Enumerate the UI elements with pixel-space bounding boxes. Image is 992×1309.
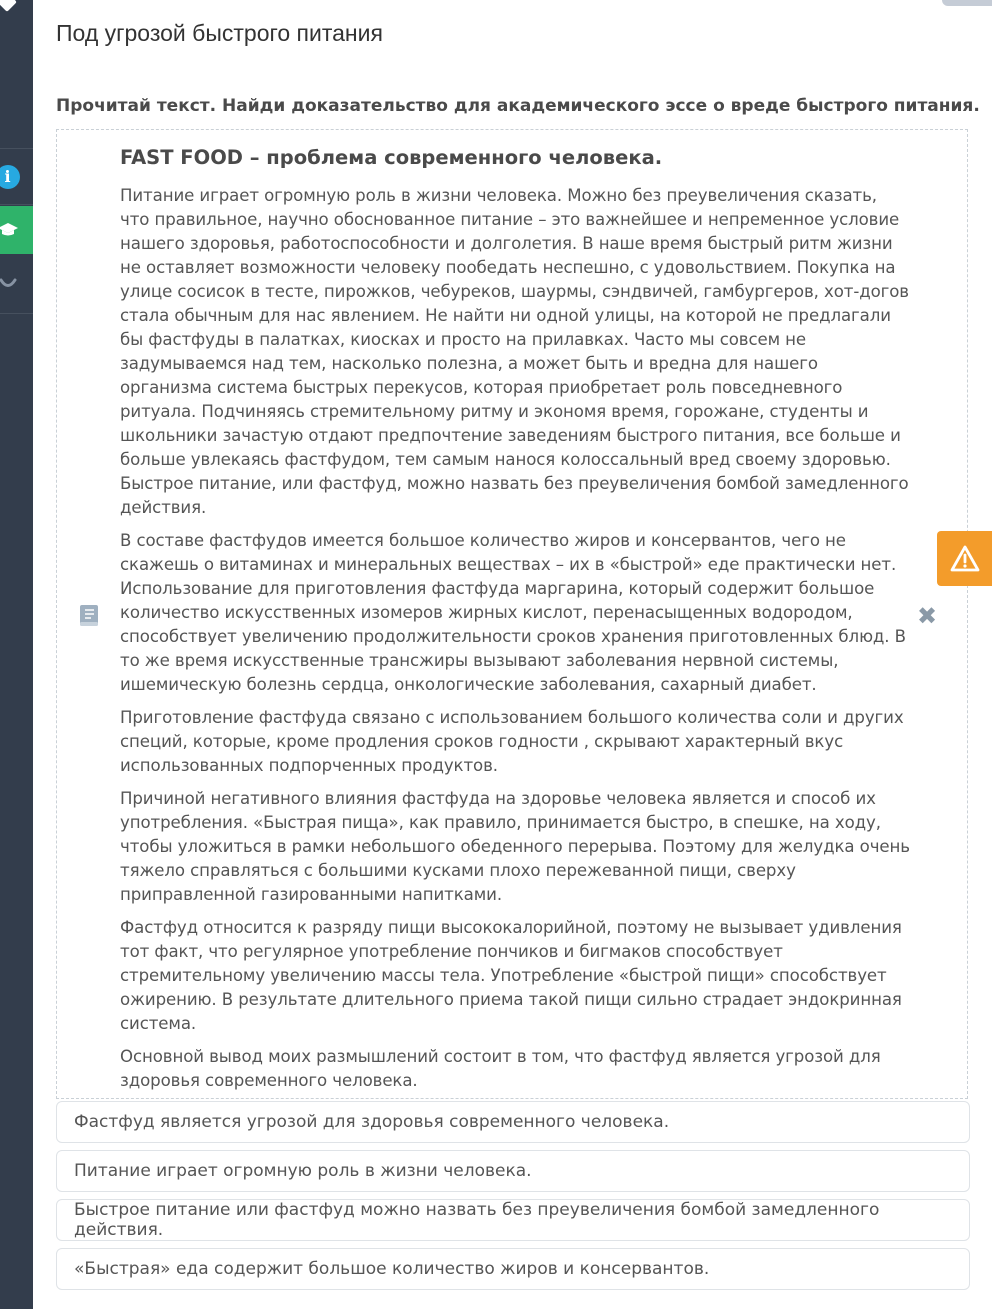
text-paragraph: Фастфуд относится к разряду пищи высококалорийной, поэтому не вызывает удивления тот факт, что регулярное употребление пончиков и бигмаков способствует стремительному увеличению массы тела. Употребление «быстрой пищи» способствует ожирению. В результате длительного приема такой пищи сильно страдает эндокринная система. bbox=[120, 918, 902, 1033]
chevron-icon bbox=[0, 277, 17, 291]
text-paragraph: Приготовление фастфуда связано с использованием большого количества соли и других специй, которые, кроме продления сроков годности , скрывают характерный вкус использованных подпорченных продуктов. bbox=[120, 708, 904, 775]
task-instruction: Прочитай текст. Найди доказательство для академического эссе о вреде быстрого питания. bbox=[56, 96, 980, 116]
text-heading: FAST FOOD – проблема современного человека. bbox=[120, 146, 663, 169]
answer-option[interactable]: Фастфуд является угрозой для здоровья современного человека. bbox=[56, 1101, 970, 1143]
answer-options bbox=[56, 1101, 970, 1297]
report-problem-button[interactable] bbox=[937, 531, 992, 586]
text-paragraph: В составе фастфудов имеется большое количество жиров и консервантов, чего не скажешь о витаминах и минеральных веществах – их в «быстрой» еде практически нет. Использование для приготовления фастфуда маргарина, который содержит большое количество искусственных изомеров жирных кислот, перенасыщенных водородом, способствует увеличению продолжительности сроков хранения приготовленных блюд. В то же время искусственные трансжиры вызывают заболевания нервной системы, ишемическую болезнь сердца, онкологические заболевания, сахарный диабет. bbox=[120, 531, 906, 694]
left-sidebar bbox=[0, 0, 33, 1309]
sidebar-collapse-button[interactable] bbox=[0, 0, 33, 16]
text-paragraph: Причиной негативного влияния фастфуда на здоровье человека является и способ их употребления. «Быстрая пища», как правило, принимается быстро, в спешке, на ходу, чтобы уложиться в рамки небольшого обеденного перерыва. Поэтому для желудка очень тяжело справляться с большими кусками плохо пережеванной пищи, сверху приправленной газированными напитками. bbox=[120, 789, 910, 904]
answer-option[interactable]: Питание играет огромную роль в жизни человека. bbox=[56, 1150, 970, 1192]
info-icon: i bbox=[0, 165, 20, 189]
collapse-icon bbox=[0, 0, 16, 12]
page-title: Под угрозой быстрого питания bbox=[56, 20, 383, 46]
sidebar-extra-button[interactable] bbox=[0, 255, 33, 314]
answer-option[interactable]: Быстрое питание или фастфуд можно назвать без преувеличения бомбой замедленного действия. bbox=[56, 1199, 970, 1241]
book-icon bbox=[76, 603, 102, 633]
warning-icon bbox=[950, 545, 980, 572]
sidebar-education-button[interactable] bbox=[0, 206, 33, 254]
top-right-tab[interactable] bbox=[942, 0, 992, 6]
text-paragraph: Питание играет огромную роль в жизни человека. Можно без преувеличения сказать, что правильное, научно обоснованное питание – это важнейшее и непременное условие нашего здоровья, работоспособности и долголетия. В наше время быстрый ритм жизни не оставляет возможности человеку пообедать неспешно, с удовольствием. Покупка на улице сосисок в тесте, пирожков, чебуреков, шаурмы, сэндвичей, гамбургеров, хот-догов стала обычным для нас явлением. Не найти ни одной улицы, на которой не предлагали бы фастфуды в палатках, киосках и просто на прилавках. Часто мы совсем не задумываемся над тем, насколько полезна, а может быть и вредна для нашего организма система быстрых перекусов, которая приобретает роль повседневного ритуала. Подчиняясь стремительному ритму и экономя время, горожане, студенты и школьники зачастую отдают предпочтение заведениям быстрого питания, все больше и больше увлекаясь фастфудом, тем самым нанося колоссальный вред своему здоровью. Быстрое питание, или фастфуд, можно назвать без преувеличения бомбой замедленного действия. bbox=[120, 186, 909, 517]
reading-text bbox=[120, 146, 910, 1102]
reading-text-panel bbox=[56, 129, 968, 1099]
sidebar-info-button[interactable] bbox=[0, 148, 33, 205]
answer-option[interactable]: «Быстрая» еда содержит большое количество жиров и консервантов. bbox=[56, 1248, 970, 1290]
text-paragraph: Основной вывод моих размышлений состоит в том, что фастфуд является угрозой для здоровья современного человека. bbox=[120, 1047, 881, 1090]
graduation-cap-icon bbox=[0, 222, 18, 238]
close-icon[interactable]: ✖ bbox=[916, 602, 938, 630]
